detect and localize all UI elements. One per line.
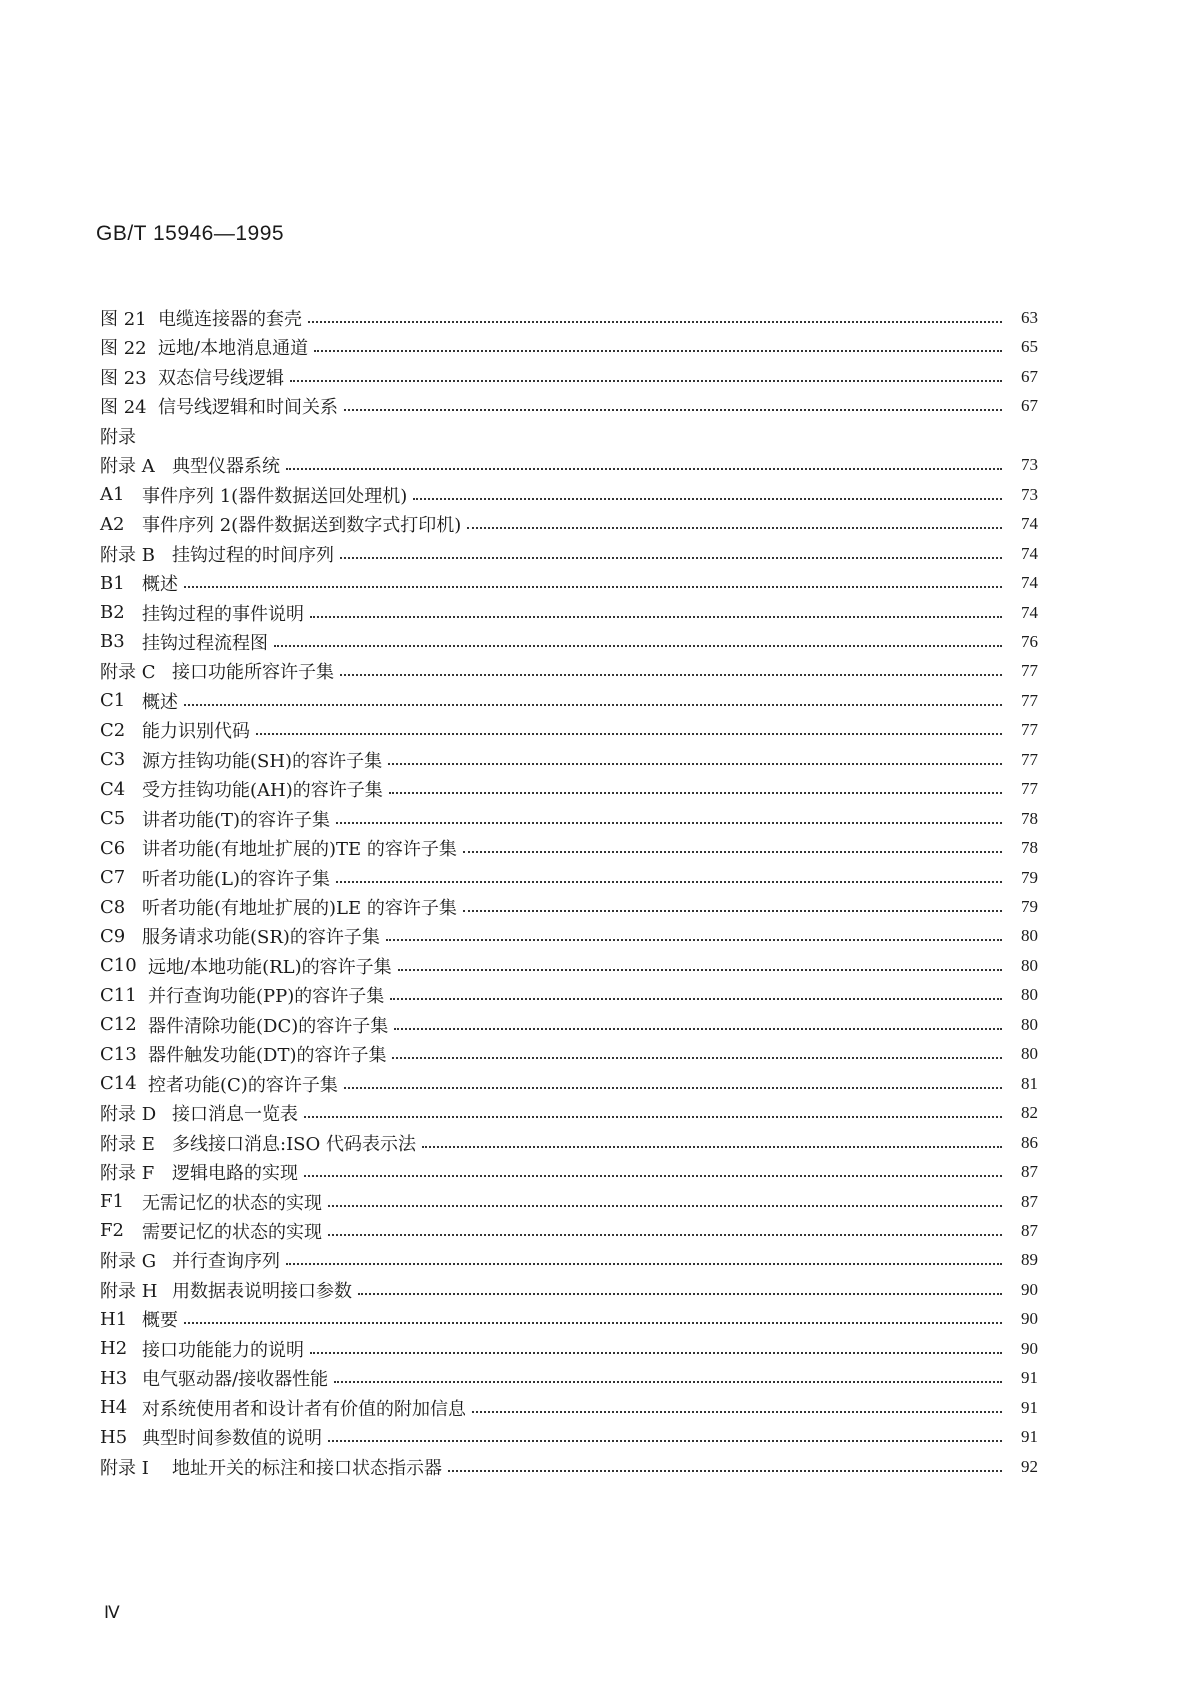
toc-entry-page: 80 (1021, 1014, 1038, 1034)
toc-entry-number: 图 24 (100, 397, 147, 419)
toc-entry[interactable] (100, 833, 1038, 863)
dot-leader (314, 350, 1002, 352)
toc-entry-title: 听者功能(L)的容许子集 (142, 868, 330, 890)
dot-leader (389, 792, 1002, 794)
toc-entry-number: A1 (100, 484, 125, 506)
toc-entry-page: 73 (1021, 455, 1038, 475)
toc-entry-page: 92 (1021, 1456, 1038, 1476)
toc-entry-title: 挂钩过程的事件说明 (142, 603, 304, 625)
toc-entry[interactable] (100, 303, 1038, 333)
toc-entry-title: 并行查询序列 (172, 1251, 280, 1273)
dot-leader (344, 1087, 1002, 1089)
dot-leader (328, 1234, 1002, 1236)
toc-entry-title: 对系统使用者和设计者有价值的附加信息 (142, 1398, 466, 1420)
toc-entry-page: 90 (1021, 1279, 1038, 1299)
toc-entry-number: H2 (100, 1338, 128, 1360)
dot-leader (304, 1116, 1002, 1118)
toc-entry-page: 91 (1021, 1397, 1038, 1417)
toc-entry-number: C2 (100, 719, 126, 741)
toc-entry-page: 74 (1021, 514, 1038, 534)
toc-entry-page: 76 (1021, 631, 1038, 651)
toc-entry[interactable] (100, 1187, 1038, 1217)
toc-entry-number: F1 (100, 1191, 124, 1212)
toc-entry-page: 79 (1021, 867, 1038, 887)
toc-entry[interactable] (100, 1334, 1038, 1364)
toc-entry-title: 信号线逻辑和时间关系 (158, 397, 338, 419)
toc-entry-number: 附录 I (100, 1457, 149, 1479)
toc-entry-number: C6 (100, 837, 126, 859)
dot-leader (358, 1293, 1002, 1295)
toc-entry-page: 67 (1021, 396, 1038, 416)
toc-entry-title: 听者功能(有地址扩展的)LE 的容许子集 (142, 898, 457, 919)
toc-entry-page: 67 (1021, 366, 1038, 386)
page-number: Ⅳ (104, 1603, 120, 1622)
toc-entry-title: 事件序列 1(器件数据送回处理机) (142, 485, 408, 507)
toc-entry-page: 80 (1021, 1044, 1038, 1064)
toc-entry[interactable] (100, 598, 1038, 628)
toc-entry-title: 无需记忆的状态的实现 (142, 1192, 322, 1214)
toc-entry[interactable] (100, 627, 1038, 657)
toc-entry-title: 讲者功能(有地址扩展的)TE 的容许子集 (142, 839, 457, 861)
toc-entry-number: C14 (100, 1073, 137, 1095)
toc-entry-title: 能力识别代码 (142, 721, 250, 743)
toc-entry-number: C8 (100, 896, 126, 918)
toc-entry[interactable] (100, 1128, 1038, 1158)
toc-entry-title: 源方挂钩功能(SH)的容许子集 (142, 750, 383, 772)
dot-leader (344, 409, 1002, 411)
toc-entry-number: H1 (100, 1308, 128, 1330)
toc-entry-title: 接口功能所容许子集 (172, 662, 334, 684)
toc-entry-number: H4 (100, 1397, 128, 1419)
toc-entry[interactable] (100, 480, 1038, 510)
toc-entry-page: 81 (1021, 1073, 1038, 1093)
dot-leader (394, 1028, 1002, 1030)
toc-entry-title: 概述 (142, 574, 178, 596)
toc-entry[interactable] (100, 863, 1038, 893)
toc-entry[interactable] (100, 1157, 1038, 1187)
toc-entry-title: 远地/本地消息通道 (158, 338, 309, 360)
toc-entry[interactable] (100, 1069, 1038, 1099)
toc-entry-page: 82 (1021, 1103, 1038, 1123)
toc-entry[interactable] (100, 450, 1038, 480)
dot-leader (386, 939, 1002, 941)
toc-entry-page: 91 (1021, 1368, 1038, 1388)
toc-entry[interactable] (100, 745, 1038, 775)
toc-entry-title: 电缆连接器的套壳 (158, 309, 302, 330)
toc-entry[interactable] (100, 391, 1038, 421)
toc-entry-number: 附录 G (100, 1251, 157, 1273)
toc-entry-number: 附录 F (100, 1163, 155, 1185)
dot-leader (422, 1146, 1002, 1148)
dot-leader (336, 822, 1002, 824)
toc-entry-title: 远地/本地功能(RL)的容许子集 (148, 956, 392, 978)
toc-entry-page: 65 (1021, 337, 1038, 357)
toc-entry[interactable] (100, 951, 1038, 981)
toc-entry-page: 79 (1021, 897, 1038, 916)
dot-leader (448, 1470, 1002, 1472)
toc-entry[interactable] (100, 921, 1038, 951)
toc-entry-title: 讲者功能(T)的容许子集 (142, 809, 331, 831)
toc-entry-number: B1 (100, 572, 125, 594)
dot-leader (388, 763, 1002, 765)
toc-entry[interactable] (100, 804, 1038, 834)
toc-entry[interactable] (100, 332, 1038, 362)
dot-leader (472, 1411, 1002, 1413)
toc-entry-page: 80 (1021, 955, 1038, 975)
toc-entry[interactable] (100, 1363, 1038, 1393)
dot-leader (328, 1205, 1002, 1207)
toc-entry-page: 86 (1021, 1132, 1038, 1152)
toc-entry-title: 典型仪器系统 (172, 456, 280, 478)
toc-entry[interactable] (100, 1393, 1038, 1423)
toc-entry[interactable] (100, 980, 1038, 1010)
toc-entry-page: 87 (1021, 1220, 1038, 1240)
toc-entry[interactable] (100, 539, 1038, 569)
dot-leader (340, 674, 1002, 676)
toc-entry[interactable] (100, 1010, 1038, 1040)
toc-entry-page: 77 (1021, 749, 1038, 769)
toc-entry-number: 附录 B (100, 544, 155, 566)
dot-leader (328, 1440, 1002, 1442)
toc-entry[interactable] (100, 568, 1038, 598)
toc-entry-title: 概述 (142, 691, 178, 713)
dot-leader (390, 998, 1002, 1000)
toc-entry-number: C10 (100, 955, 137, 977)
toc-entry-page: 80 (1021, 926, 1038, 946)
toc-entry-page: 77 (1021, 690, 1038, 710)
toc-entry-number: B3 (100, 631, 125, 653)
dot-leader (286, 1263, 1002, 1265)
toc-entry-number: B2 (100, 602, 125, 623)
toc-entry-title: 受方挂钩功能(AH)的容许子集 (142, 780, 383, 802)
toc-entry-page: 87 (1021, 1162, 1038, 1182)
toc-entry-title: 多线接口消息:ISO 代码表示法 (172, 1133, 416, 1155)
toc-entry-title: 接口消息一览表 (172, 1104, 298, 1126)
toc-entry[interactable] (100, 1216, 1038, 1246)
toc-entry-number: C3 (100, 749, 126, 771)
toc-entry[interactable] (100, 1422, 1038, 1452)
toc-entry-title: 控者功能(C)的容许子集 (148, 1074, 338, 1096)
toc-entry-title: 逻辑电路的实现 (172, 1163, 298, 1185)
toc-entry-page: 78 (1021, 808, 1038, 828)
toc-entry-number: C4 (100, 778, 126, 800)
toc-entry-page: 90 (1021, 1338, 1038, 1358)
toc-entry[interactable] (100, 509, 1038, 539)
dot-leader (184, 586, 1002, 588)
toc-entry-number: 附录 C (100, 662, 156, 684)
toc-entry-title: 器件清除功能(DC)的容许子集 (148, 1015, 389, 1037)
toc-entry-number: 附录 (100, 426, 136, 448)
toc-entry-title: 事件序列 2(器件数据送到数字式打印机) (142, 515, 462, 537)
dot-leader (184, 704, 1002, 706)
toc-entry-title: 器件触发功能(DT)的容许子集 (148, 1045, 387, 1067)
toc-entry-title: 服务请求功能(SR)的容许子集 (142, 927, 380, 949)
toc-entry-title: 接口功能能力的说明 (142, 1339, 304, 1361)
toc-entry-number: 图 21 (100, 309, 147, 330)
dot-leader (286, 468, 1002, 470)
toc-entry-page: 74 (1021, 602, 1038, 622)
toc-entry-number: C5 (100, 808, 126, 830)
toc-entry-page: 74 (1021, 543, 1038, 563)
toc-entry-title: 需要记忆的状态的实现 (142, 1221, 322, 1243)
toc-entry-number: H5 (100, 1426, 128, 1448)
toc-entry[interactable] (100, 1039, 1038, 1069)
dot-leader (334, 1381, 1002, 1383)
dot-leader (467, 527, 1002, 529)
dot-leader (463, 851, 1002, 853)
toc-entry-title: 电气驱动器/接收器性能 (142, 1369, 329, 1391)
toc-entry[interactable] (100, 892, 1038, 922)
dot-leader (463, 910, 1002, 912)
dot-leader (184, 1322, 1002, 1324)
toc-entry-number: C9 (100, 925, 126, 947)
toc-entry-title: 双态信号线逻辑 (158, 367, 284, 389)
toc-entry-number: C1 (100, 690, 126, 712)
toc-entry[interactable] (100, 1245, 1038, 1275)
toc-entry-page: 80 (1021, 985, 1038, 1005)
toc-entry-number: 图 23 (100, 367, 147, 389)
toc-entry-number: 附录 H (100, 1280, 158, 1302)
toc-entry-number: 附录 A (100, 456, 155, 478)
toc-entry[interactable] (100, 421, 1038, 451)
toc-entry-title: 地址开关的标注和接口状态指示器 (172, 1457, 442, 1479)
toc-entry-number: H3 (100, 1367, 128, 1389)
dot-leader (256, 733, 1002, 735)
dot-leader (290, 380, 1002, 382)
toc-entry[interactable] (100, 1304, 1038, 1334)
dot-leader (310, 1352, 1002, 1354)
toc-entry-title: 并行查询功能(PP)的容许子集 (148, 986, 385, 1008)
toc-entry-number: C12 (100, 1014, 137, 1036)
dot-leader (413, 498, 1002, 500)
toc-entry-page: 77 (1021, 720, 1038, 740)
toc-entry-number: C13 (100, 1043, 137, 1065)
toc-entry-page: 89 (1021, 1250, 1038, 1270)
toc-entry[interactable] (100, 656, 1038, 686)
toc-entry-page: 77 (1021, 661, 1038, 681)
toc-entry-number: 附录 D (100, 1104, 157, 1126)
toc-entry-number: C11 (100, 984, 137, 1006)
toc-entry[interactable] (100, 715, 1038, 745)
dot-leader (392, 1057, 1002, 1059)
toc-entry-number: C7 (100, 867, 126, 889)
toc-entry[interactable] (100, 362, 1038, 392)
dot-leader (274, 645, 1002, 647)
toc-entry-page: 73 (1021, 484, 1038, 504)
toc-entry-title: 挂钩过程的时间序列 (172, 544, 334, 566)
toc-entry-page: 78 (1021, 838, 1038, 858)
toc-entry-page: 63 (1021, 308, 1038, 327)
dot-leader (304, 1175, 1002, 1177)
document-code: GB/T 15946—1995 (96, 222, 285, 245)
toc-entry-number: 图 22 (100, 338, 147, 360)
toc-entry[interactable] (100, 686, 1038, 716)
toc-entry[interactable] (100, 1098, 1038, 1128)
toc-entry-number: F2 (100, 1220, 124, 1242)
toc-entry-title: 挂钩过程流程图 (142, 632, 268, 654)
toc-entry-page: 87 (1021, 1191, 1038, 1211)
toc-entry-title: 典型时间参数值的说明 (142, 1428, 322, 1450)
dot-leader (398, 969, 1002, 971)
toc-entry[interactable] (100, 774, 1038, 804)
dot-leader (336, 881, 1002, 883)
toc-entry-number: 附录 E (100, 1133, 155, 1155)
toc-entry-title: 概要 (142, 1310, 178, 1332)
toc-entry-page: 91 (1021, 1427, 1038, 1447)
toc-entry-number: A2 (100, 513, 125, 535)
dot-leader (310, 616, 1002, 618)
toc-entry-title: 用数据表说明接口参数 (172, 1280, 352, 1302)
toc-entry-page: 77 (1021, 779, 1038, 799)
toc-entry[interactable] (100, 1275, 1038, 1305)
toc-entry[interactable] (100, 1452, 1038, 1482)
toc-entry-page: 74 (1021, 573, 1038, 593)
toc-entry-page: 90 (1021, 1309, 1038, 1329)
dot-leader (308, 321, 1002, 323)
dot-leader (340, 557, 1002, 559)
